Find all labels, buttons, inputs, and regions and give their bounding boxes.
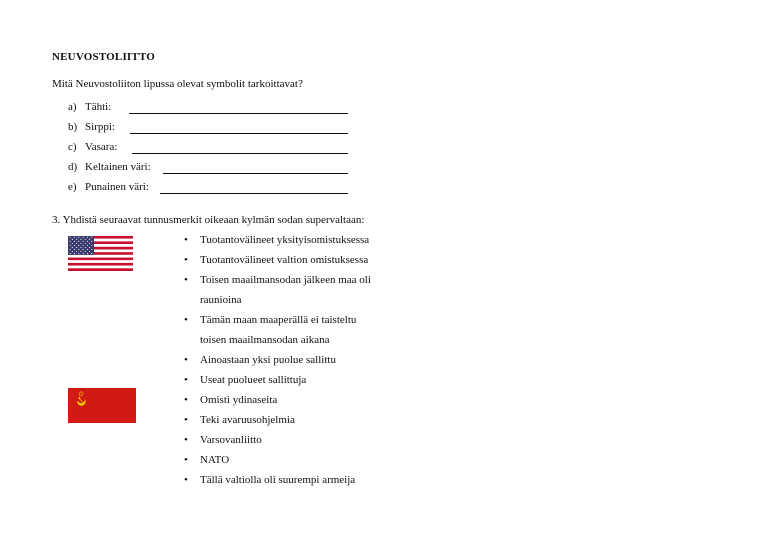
task-3-instruction: 3. Yhdistä seuraavat tunnusmerkit oikeaan kylmän sodan supervaltaan: bbox=[52, 214, 365, 226]
answer-row-tahti bbox=[68, 101, 348, 117]
answer-letter: e) bbox=[68, 181, 77, 193]
answer-label: Keltainen väri: bbox=[85, 161, 151, 173]
answer-blank-line[interactable] bbox=[163, 173, 348, 174]
bullet-icon: • bbox=[184, 414, 188, 426]
list-item: • Tuotantovälineet yksityisomistuksessa bbox=[184, 234, 370, 246]
us-flag-image bbox=[68, 236, 133, 271]
answer-letter: a) bbox=[68, 101, 77, 113]
list-item: • Tuotantovälineet valtion omistuksessa bbox=[184, 254, 369, 266]
question-text: Mitä Neuvostoliiton lipussa olevat symbolit tarkoittavat? bbox=[52, 78, 303, 90]
bullet-icon: • bbox=[184, 434, 188, 446]
list-item: • Varsovanliitto bbox=[184, 434, 262, 446]
bullet-icon: • bbox=[184, 254, 188, 266]
bullet-icon: • bbox=[184, 274, 188, 286]
bullet-icon: • bbox=[184, 474, 188, 486]
list-item: • Useat puolueet sallittuja bbox=[184, 374, 307, 386]
bullet-icon: • bbox=[184, 354, 188, 366]
bullet-icon: • bbox=[184, 314, 188, 326]
bullet-icon: • bbox=[184, 234, 188, 246]
answer-letter: d) bbox=[68, 161, 78, 173]
answer-letter: c) bbox=[68, 141, 77, 153]
bullet-icon: • bbox=[184, 374, 188, 386]
page-title: NEUVOSTOLIITTO bbox=[52, 51, 156, 63]
bullet-icon: • bbox=[184, 394, 188, 406]
list-item: • Toisen maailmansodan jälkeen maa oli bbox=[184, 274, 371, 286]
answer-row-sirppi bbox=[68, 121, 348, 137]
answer-blank-line[interactable] bbox=[129, 113, 348, 114]
list-item: • Ainoastaan yksi puolue sallittu bbox=[184, 354, 336, 366]
list-item: • NATO bbox=[184, 454, 230, 466]
bullet-icon: • bbox=[184, 454, 188, 466]
answer-row-punainen bbox=[68, 181, 348, 197]
answer-label: Punainen väri: bbox=[85, 181, 149, 193]
answer-blank-line[interactable] bbox=[130, 133, 348, 134]
list-item-continuation: toisen maailmansodan aikana bbox=[200, 334, 330, 346]
ussr-flag-image bbox=[68, 388, 136, 423]
list-item: • Tämän maan maaperällä ei taisteltu bbox=[184, 314, 357, 326]
answer-row-vasara bbox=[68, 141, 348, 157]
answer-label: Sirppi: bbox=[85, 121, 115, 133]
answer-blank-line[interactable] bbox=[132, 153, 348, 154]
answer-letter: b) bbox=[68, 121, 78, 133]
list-item: • Omisti ydinaseita bbox=[184, 394, 278, 406]
answer-label: Vasara: bbox=[85, 141, 118, 153]
answer-row-keltainen bbox=[68, 161, 348, 177]
answer-label: Tähti: bbox=[85, 101, 112, 113]
list-item: • Tällä valtiolla oli suurempi armeija bbox=[184, 474, 356, 486]
list-item-continuation: raunioina bbox=[200, 294, 242, 306]
answer-blank-line[interactable] bbox=[160, 193, 348, 194]
list-item: • Teki avaruusohjelmia bbox=[184, 414, 295, 426]
